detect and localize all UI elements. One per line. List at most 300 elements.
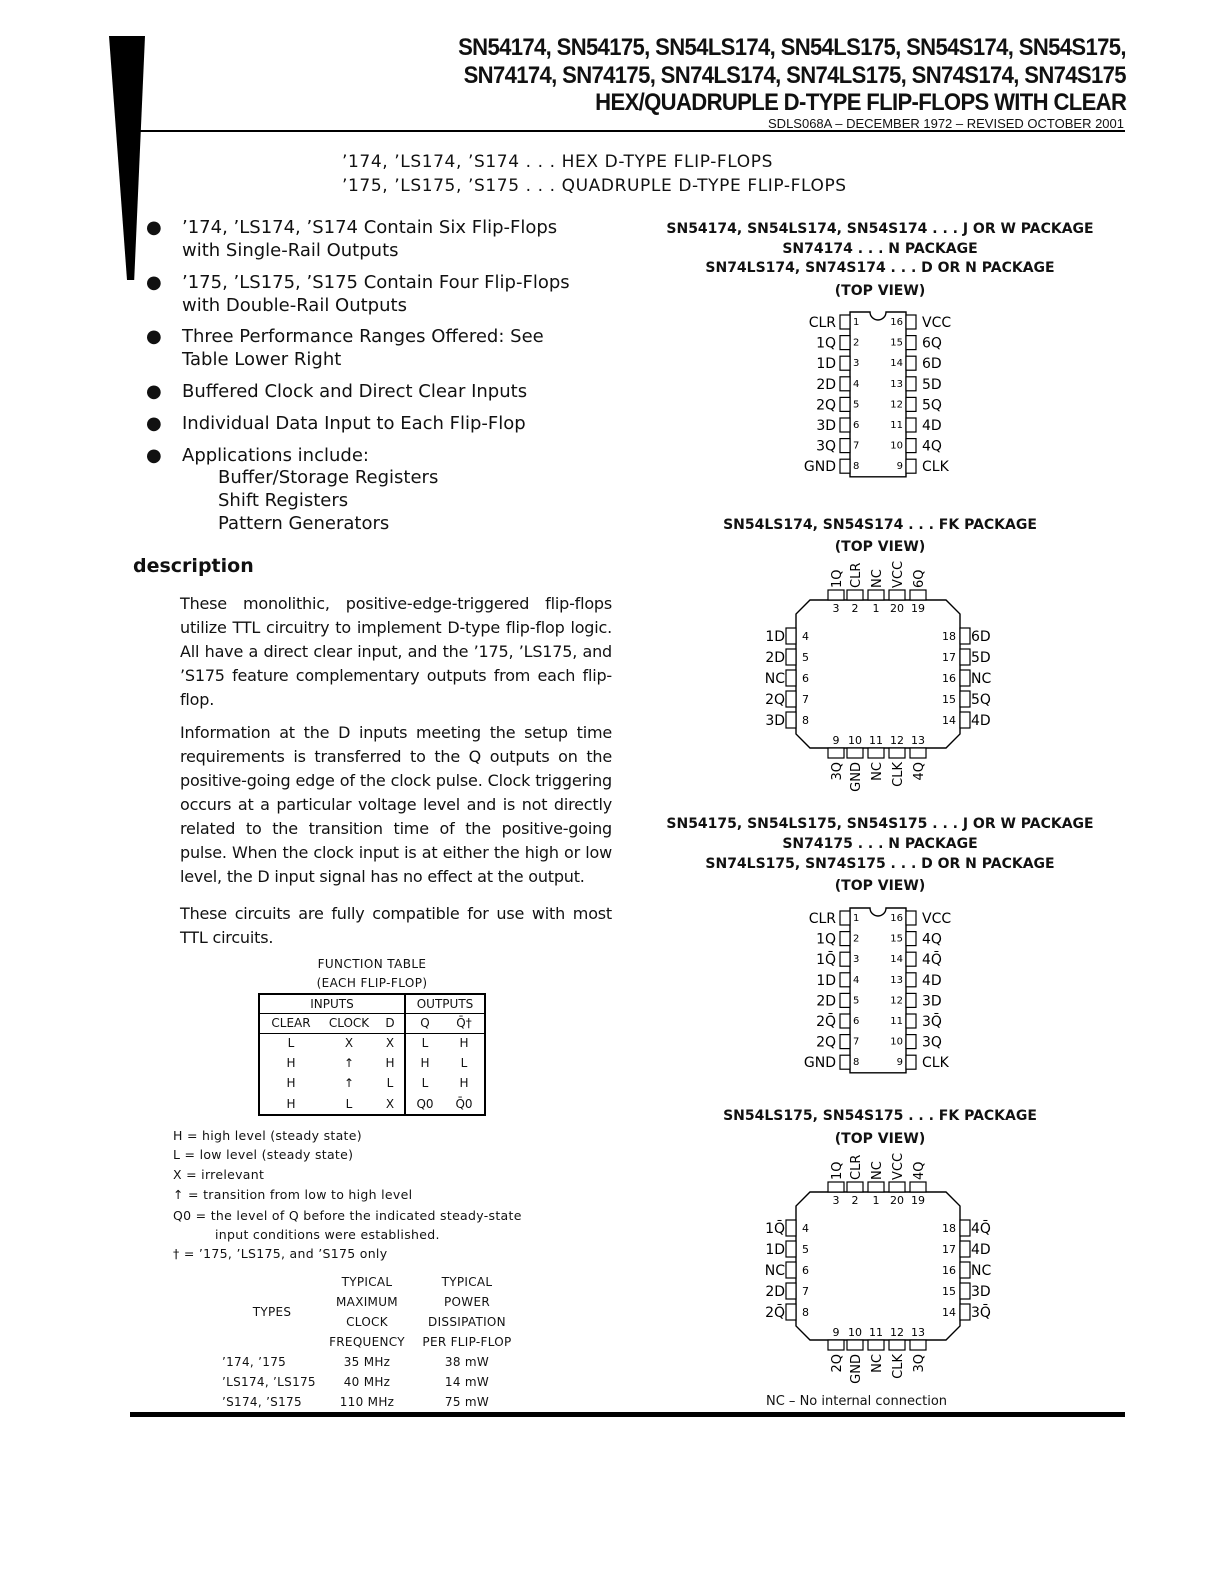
- pin-label: 2Q̄: [765, 1305, 785, 1321]
- nc-note: NC – No internal connection: [766, 1394, 948, 1409]
- pin-pad: [906, 459, 916, 473]
- pin-pad: [960, 1304, 970, 1320]
- pkg175-dip-line: SN74175 . . . N PACKAGE: [782, 836, 978, 852]
- left-margin-bar: [109, 36, 145, 280]
- table-cell: ’LS174, ’LS175: [222, 1375, 316, 1389]
- pin-number: 17: [942, 1243, 956, 1256]
- pin-label: 4Q̄: [922, 952, 942, 969]
- pin-label: NC: [971, 671, 992, 687]
- pin-number: 9: [832, 734, 840, 747]
- pkg175-dip-line: (TOP VIEW): [834, 878, 926, 894]
- pin-pad: [906, 1035, 916, 1049]
- pin-pad: [840, 459, 850, 473]
- pin-label: 1Q: [816, 931, 836, 948]
- pin-label: CLK: [891, 1354, 906, 1379]
- pin-label: GND: [849, 762, 864, 792]
- perf-col-power: [412, 1272, 522, 1352]
- pkg174-dip-line: SN74174 . . . N PACKAGE: [782, 241, 978, 257]
- pin-pad: [910, 748, 926, 758]
- pin-label: NC: [870, 762, 885, 781]
- legend-item: † = ’175, ’LS175, and ’S175 only: [173, 1246, 388, 1261]
- fk-body: [796, 600, 960, 748]
- pin-number: 4: [802, 630, 809, 643]
- pin-number: 7: [802, 693, 809, 706]
- pin-pad: [840, 1055, 850, 1069]
- pin-pad: [786, 691, 796, 707]
- pin-pad: [847, 748, 863, 758]
- bullet-icon: ●: [146, 413, 162, 434]
- pin-label: NC: [870, 1354, 885, 1373]
- pin-label: 3Q: [830, 762, 845, 781]
- pin-number: 5: [853, 995, 860, 1007]
- legend-item: L = low level (steady state): [173, 1147, 354, 1162]
- pin-pad: [828, 748, 844, 758]
- pin-number: 15: [942, 1285, 956, 1298]
- header-line-2: SN74174, SN74175, SN74LS174, SN74LS175, SN74S174, SN74S175: [463, 62, 1126, 89]
- pin-label: 6D: [971, 629, 991, 645]
- function-table-title: FUNCTION TABLE: [317, 957, 427, 971]
- perf-col-power-line: POWER: [444, 1295, 490, 1309]
- pin-number: 6: [802, 1264, 809, 1277]
- perf-col-power-line: TYPICAL: [441, 1275, 493, 1289]
- pin-pad: [847, 590, 863, 600]
- table-cell: ↑: [343, 1056, 355, 1070]
- pin-pad: [906, 418, 916, 432]
- pin-label: 2D: [816, 376, 836, 393]
- bullet-icon: ●: [146, 445, 162, 466]
- application-item: Shift Registers: [218, 490, 349, 511]
- pin-pad: [960, 628, 970, 644]
- pin-number: 12: [890, 995, 903, 1007]
- pin-pad: [828, 1182, 844, 1192]
- pin-number: 2: [853, 337, 860, 349]
- table-cell: L: [376, 1073, 405, 1093]
- table-cell: L: [444, 1053, 485, 1073]
- pin-label: 4D: [922, 418, 942, 434]
- pin-label: 5Q: [922, 397, 942, 414]
- pin-label: 6Q: [912, 569, 927, 588]
- pin-number: 4: [802, 1222, 809, 1235]
- table-cell: X: [376, 1033, 405, 1053]
- pin-number: 8: [802, 1306, 809, 1319]
- pin-pad: [786, 1220, 796, 1236]
- pin-label: NC: [764, 671, 785, 687]
- pin-pad: [906, 315, 916, 329]
- pin-label: 2D: [816, 993, 836, 1010]
- pin-label: 3D: [765, 713, 785, 729]
- pin-pad: [840, 973, 850, 987]
- pin-pad: [906, 1014, 916, 1028]
- pin-number: 20: [890, 602, 904, 615]
- table-row: [259, 1093, 485, 1115]
- legend-item: H = high level (steady state): [173, 1128, 362, 1143]
- pin-number: 10: [848, 734, 862, 747]
- pin-pad: [868, 1182, 884, 1192]
- pin-pad: [960, 649, 970, 665]
- legend-item: X = irrelevant: [173, 1167, 265, 1182]
- function-table-col-header: D: [376, 1013, 405, 1033]
- pkg174-fk-diagram: [760, 560, 1000, 800]
- pin-pad: [840, 952, 850, 966]
- pin-pad: [840, 418, 850, 432]
- pin-number: 13: [890, 378, 903, 390]
- pin-number: 1: [872, 602, 880, 615]
- pkg174-fk-line: (TOP VIEW): [834, 539, 926, 555]
- pkg174-dip-line: (TOP VIEW): [834, 283, 926, 299]
- pin-label: CLR: [849, 1154, 864, 1180]
- pin-label: 3Q̄: [971, 1305, 991, 1321]
- pin-label: GND: [803, 459, 836, 476]
- pkg174-fk-line: SN54LS174, SN54S174 . . . FK PACKAGE: [723, 517, 1037, 533]
- table-cell: ’S174, ’S175: [222, 1395, 302, 1409]
- pin-label: 2D: [765, 1284, 785, 1300]
- pin-pad: [906, 336, 916, 350]
- pin-label: 5Q: [971, 692, 991, 708]
- function-table-outputs-header: OUTPUTS: [405, 994, 485, 1013]
- pin-pad: [828, 1340, 844, 1350]
- function-table-col-header: Q̄†: [444, 1013, 485, 1033]
- pin-label: 2Q: [816, 1034, 836, 1051]
- pin-number: 9: [896, 461, 903, 473]
- pin-label: NC: [971, 1263, 992, 1279]
- function-table-subtitle: (EACH FLIP-FLOP): [316, 976, 428, 990]
- pin-pad: [960, 691, 970, 707]
- pin-pad: [868, 1340, 884, 1350]
- pin-number: 9: [896, 1057, 903, 1069]
- table-cell: H: [444, 1073, 485, 1093]
- description-p3: These circuits are fully compatible for use with most TTL circuits.: [180, 904, 612, 947]
- pin-pad: [840, 336, 850, 350]
- pin-number: 7: [802, 1285, 809, 1298]
- perf-col-freq-line: CLOCK: [346, 1315, 388, 1329]
- pin-label: VCC: [891, 1152, 906, 1180]
- pin-label: 1D: [816, 972, 836, 989]
- pin-label: 6Q: [922, 335, 942, 352]
- pin-pad: [868, 748, 884, 758]
- feature-text-5: Individual Data Input to Each Flip-Flop: [182, 413, 526, 434]
- pin-number: 15: [942, 693, 956, 706]
- pin-pad: [906, 1055, 916, 1069]
- pin-label: 4Q: [922, 438, 942, 455]
- pkg174-dip-line: SN74LS174, SN74S174 . . . D OR N PACKAGE: [705, 260, 1055, 276]
- pin-label: CLR: [849, 562, 864, 588]
- subtitle-175: ’175, ’LS175, ’S175 . . . QUADRUPLE D-TYPE FLIP-FLOPS: [342, 176, 847, 196]
- pin-label: 1Q̄: [765, 1221, 785, 1237]
- table-cell: Q̄0: [444, 1093, 485, 1115]
- feature-text-3b: Table Lower Right: [182, 349, 342, 370]
- table-cell: X: [376, 1093, 405, 1115]
- pin-number: 3: [832, 602, 840, 615]
- table-cell: H: [259, 1093, 322, 1115]
- function-table-col-header: CLEAR: [259, 1013, 322, 1033]
- perf-col-power-line: PER FLIP-FLOP: [422, 1335, 512, 1349]
- perf-col-power-line: DISSIPATION: [428, 1315, 506, 1329]
- pin-number: 9: [832, 1326, 840, 1339]
- pin-pad: [960, 670, 970, 686]
- table-cell: ’174, ’175: [222, 1355, 287, 1369]
- pin-pad: [786, 1241, 796, 1257]
- pin-number: 14: [942, 1306, 956, 1319]
- pin-label: VCC: [922, 315, 952, 331]
- pin-number: 11: [890, 1016, 903, 1027]
- pin-pad: [840, 1014, 850, 1028]
- pin-number: 13: [911, 734, 925, 747]
- pin-number: 2: [851, 1194, 859, 1207]
- pin-pad: [868, 590, 884, 600]
- pin-number: 11: [869, 1326, 883, 1339]
- pin-label: 3Q: [816, 438, 836, 455]
- pin-pad: [847, 1182, 863, 1192]
- table-row: [259, 1073, 485, 1093]
- pin-pad: [786, 1304, 796, 1320]
- pin-number: 5: [802, 1243, 809, 1256]
- bullet-icon: ●: [146, 217, 162, 238]
- pin-number: 8: [802, 714, 809, 727]
- pin-number: 16: [890, 913, 903, 924]
- pin-pad: [906, 993, 916, 1007]
- description-p1: These monolithic, positive-edge-triggered flip-flops utilize TTL circuitry to implement D-type flip-flop logic. All have a direct clear input, and the ’175, ’LS175, and ’S175 feature complementary outputs from each flip-flop.: [180, 594, 612, 709]
- pin-number: 1: [853, 317, 860, 328]
- pin-label: 2Q̄: [816, 1014, 836, 1030]
- pin-number: 2: [851, 602, 859, 615]
- perf-col-freq-line: MAXIMUM: [336, 1295, 398, 1309]
- pin-number: 14: [890, 358, 903, 370]
- table-cell: L: [259, 1033, 322, 1053]
- feature-text-4: Buffered Clock and Direct Clear Inputs: [182, 381, 528, 402]
- pin-pad: [786, 712, 796, 728]
- pin-number: 14: [942, 714, 956, 727]
- feature-text-1b: with Single-Rail Outputs: [182, 240, 399, 261]
- pin-number: 16: [942, 672, 956, 685]
- table-row: [222, 1392, 522, 1412]
- pin-label: 4Q̄: [971, 1221, 991, 1237]
- pin-label: 1Q: [816, 335, 836, 352]
- pin-number: 3: [853, 358, 860, 370]
- pin-label: 5D: [971, 650, 991, 666]
- table-cell: 35 MHz: [343, 1355, 391, 1369]
- pin-pad: [840, 397, 850, 411]
- pin-pad: [786, 1283, 796, 1299]
- legend-item: ↑ = transition from low to high level: [173, 1187, 413, 1202]
- pin-pad: [840, 932, 850, 946]
- pkg175-dip-line: SN54175, SN54LS175, SN54S175 . . . J OR W PACKAGE: [666, 816, 1094, 832]
- pin-label: GND: [803, 1055, 836, 1072]
- pkg175-fk-line: (TOP VIEW): [834, 1131, 926, 1147]
- pin-label: 2Q: [816, 397, 836, 414]
- pin-pad: [910, 590, 926, 600]
- pin-label: 4Q: [912, 762, 927, 781]
- pin-label: CLK: [891, 762, 906, 787]
- application-item: Pattern Generators: [218, 513, 390, 534]
- table-row: [259, 1053, 485, 1073]
- pin-label: 4Q: [912, 1161, 927, 1180]
- pin-number: 11: [890, 420, 903, 431]
- pin-pad: [847, 1340, 863, 1350]
- bullet-icon: ●: [146, 381, 162, 402]
- pin-number: 3: [853, 954, 860, 966]
- table-cell: X: [344, 1036, 354, 1051]
- pin-number: 12: [890, 399, 903, 411]
- pkg175-dip-line: SN74LS175, SN74S175 . . . D OR N PACKAGE: [705, 856, 1055, 872]
- pin-pad: [786, 670, 796, 686]
- bottom-rule: [130, 1412, 1125, 1417]
- pin-number: 2: [853, 933, 860, 945]
- pin-pad: [960, 1220, 970, 1236]
- pin-number: 10: [848, 1326, 862, 1339]
- performance-table: [222, 1272, 522, 1412]
- pin-number: 1: [872, 1194, 880, 1207]
- pin-number: 6: [853, 1016, 860, 1027]
- pin-label: 6D: [922, 356, 942, 373]
- legend-item: input conditions were established.: [215, 1227, 440, 1242]
- pin-number: 13: [890, 974, 903, 986]
- header-line-1: SN54174, SN54175, SN54LS174, SN54LS175, SN54S174, SN54S175,: [458, 34, 1126, 61]
- pin-label: 3Q: [912, 1354, 927, 1373]
- pin-label: 2Q: [765, 692, 785, 708]
- pin-number: 3: [832, 1194, 840, 1207]
- pin-label: NC: [764, 1263, 785, 1279]
- table-cell: 14 mW: [444, 1375, 490, 1389]
- pin-pad: [889, 1182, 905, 1192]
- pin-label: VCC: [891, 560, 906, 588]
- pin-pad: [828, 590, 844, 600]
- pin-number: 5: [802, 651, 809, 664]
- pin-pad: [960, 1283, 970, 1299]
- pin-number: 11: [869, 734, 883, 747]
- pin-pad: [906, 397, 916, 411]
- pin-pad: [889, 1340, 905, 1350]
- pin-label: 5D: [922, 376, 942, 393]
- description-heading: description: [133, 555, 254, 577]
- feature-text-6: Applications include:: [182, 445, 369, 466]
- pin-pad: [910, 1340, 926, 1350]
- table-cell: 40 MHz: [343, 1375, 391, 1389]
- pin-label: 1Q̄: [816, 952, 836, 969]
- application-item: Buffer/Storage Registers: [218, 467, 439, 488]
- pin-number: 10: [890, 440, 903, 452]
- pin-number: 13: [911, 1326, 925, 1339]
- pin-number: 15: [890, 337, 903, 349]
- pkg175-dip-diagram: [770, 902, 990, 1074]
- function-table-col-header: CLOCK: [322, 1013, 376, 1033]
- pin-pad: [786, 1262, 796, 1278]
- pin-label: 1D: [816, 356, 836, 373]
- pin-pad: [960, 1241, 970, 1257]
- table-row: [222, 1372, 522, 1392]
- pin-label: 1Q: [830, 569, 845, 588]
- perf-col-freq-line: TYPICAL: [341, 1275, 393, 1289]
- pin-pad: [840, 993, 850, 1007]
- pin-number: 8: [853, 1057, 860, 1069]
- table-cell: H: [420, 1056, 430, 1070]
- table-cell: 110 MHz: [339, 1395, 395, 1409]
- pin-label: CLR: [808, 315, 836, 331]
- pkg175-fk-line: SN54LS175, SN54S175 . . . FK PACKAGE: [723, 1108, 1037, 1124]
- pin-label: NC: [870, 1161, 885, 1180]
- pin-pad: [840, 1035, 850, 1049]
- pin-pad: [906, 356, 916, 370]
- pin-pad: [906, 439, 916, 453]
- pin-number: 12: [890, 1326, 904, 1339]
- pin-pad: [960, 712, 970, 728]
- table-cell: L: [421, 1036, 429, 1051]
- pin-number: 18: [942, 630, 956, 643]
- pin-label: VCC: [922, 911, 952, 927]
- pin-number: 16: [942, 1264, 956, 1277]
- pin-number: 7: [853, 1036, 860, 1048]
- pin-label: 1D: [765, 1242, 785, 1258]
- pin-label: CLR: [808, 911, 836, 927]
- pin-number: 7: [853, 440, 860, 452]
- table-cell: ↑: [343, 1076, 355, 1090]
- description-p2: Information at the D inputs meeting the setup time requirements is transferred to the Q outputs on the positive-going edge of the clock pulse. Clock triggering occurs at a particular voltage level and is not directly related to the transition time of the positive-going pulse. When the clock input is at either the high or low level, the D input signal has no effect at the output.: [180, 723, 612, 886]
- pin-label: GND: [849, 1354, 864, 1384]
- pin-pad: [786, 628, 796, 644]
- pin-label: 4D: [922, 972, 942, 989]
- table-cell: 75 mW: [444, 1395, 490, 1409]
- pin-pad: [840, 911, 850, 925]
- pin-pad: [840, 356, 850, 370]
- pin-number: 18: [942, 1222, 956, 1235]
- pin-number: 15: [890, 933, 903, 945]
- pkg174-dip-line: SN54174, SN54LS174, SN54S174 . . . J OR W PACKAGE: [666, 221, 1094, 237]
- pin-label: 1Q: [830, 1161, 845, 1180]
- pin-label: 1D: [765, 629, 785, 645]
- pin-number: 19: [911, 602, 925, 615]
- pkg175-fk-diagram: [760, 1152, 1000, 1392]
- feature-text-1: ’174, ’LS174, ’S174 Contain Six Flip-Flops: [182, 217, 558, 238]
- pin-pad: [786, 649, 796, 665]
- pin-label: 2D: [765, 650, 785, 666]
- table-cell: Q0: [405, 1093, 444, 1115]
- pin-pad: [840, 377, 850, 391]
- pin-label: CLK: [922, 459, 949, 476]
- pin-number: 5: [853, 399, 860, 411]
- pin-pad: [906, 377, 916, 391]
- table-cell: H: [259, 1073, 322, 1093]
- pin-number: 19: [911, 1194, 925, 1207]
- pin-pad: [906, 911, 916, 925]
- perf-col-freq-line: FREQUENCY: [329, 1335, 405, 1349]
- header-title: HEX/QUADRUPLE D-TYPE FLIP-FLOPS WITH CLEAR: [594, 89, 1126, 116]
- pin-number: 14: [890, 954, 903, 966]
- perf-col-freq: [322, 1272, 412, 1352]
- pin-number: 1: [853, 913, 860, 924]
- table-cell: H: [376, 1053, 405, 1073]
- function-table: [258, 993, 486, 1116]
- pin-label: 4D: [971, 713, 991, 729]
- pin-label: NC: [870, 569, 885, 588]
- pin-pad: [889, 590, 905, 600]
- bullet-icon: ●: [146, 272, 162, 293]
- table-cell: L: [421, 1076, 429, 1090]
- pin-label: 4D: [971, 1242, 991, 1258]
- perf-col-types: TYPES: [252, 1305, 292, 1319]
- subtitle-174: ’174, ’LS174, ’S174 . . . HEX D-TYPE FLIP-FLOPS: [342, 152, 773, 172]
- table-row: [259, 1033, 485, 1053]
- pin-label: 3D: [971, 1284, 991, 1300]
- pin-label: 3Q: [922, 1034, 942, 1051]
- table-row: [222, 1352, 522, 1372]
- pkg174-dip-diagram: [770, 306, 990, 478]
- table-cell: H: [444, 1033, 485, 1053]
- pin-number: 20: [890, 1194, 904, 1207]
- fk-body: [796, 1192, 960, 1340]
- pin-number: 6: [802, 672, 809, 685]
- pin-pad: [910, 1182, 926, 1192]
- table-cell: H: [259, 1053, 322, 1073]
- table-cell: L: [322, 1093, 376, 1115]
